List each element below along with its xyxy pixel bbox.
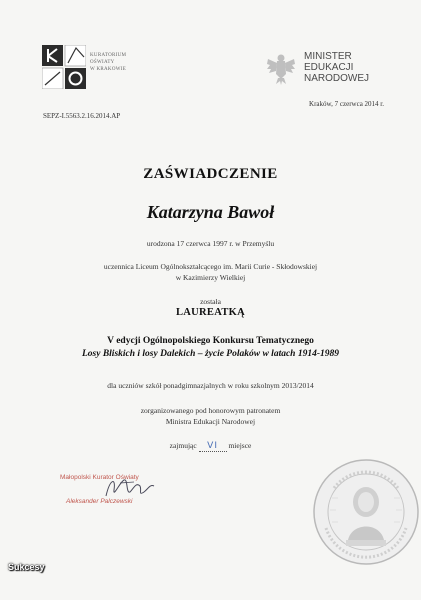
reference-number: SEPZ-I.5563.2.16.2014.AP	[43, 112, 121, 120]
patronage-line-1: zorganizowanego pod honorowym patronatem	[140, 406, 281, 415]
stamp-office: Małopolski Kurator Oświaty	[60, 474, 139, 481]
curie-seal	[312, 458, 420, 566]
contest-name: V edycji Ogólnopolskiego Konkursu Tematycznego	[107, 336, 314, 346]
kuratorium-logo-text: KURATORIUM OŚWIATY W KRAKOWIE	[90, 53, 127, 72]
audience-line: dla uczniów szkół ponadgimnazjalnych w roku szkolnym 2013/2014	[107, 381, 314, 390]
kuratorium-logo	[42, 45, 86, 89]
place-line	[0, 441, 421, 452]
place-label-before: zajmując	[169, 441, 197, 450]
birth-info: urodzona 17 czerwca 1997 r. w Przemyślu	[146, 239, 275, 248]
contest-theme: Losy Bliskich i losy Dalekich – życie Polaków w latach 1914-1989	[81, 349, 339, 359]
became-label: została	[200, 297, 221, 306]
school-line-1: uczennica Liceum Ogólnokształcącego im. Marii Curie - Skłodowskiej	[103, 262, 318, 271]
eagle-emblem-icon	[266, 52, 296, 86]
ministry-name: MINISTER EDUKACJI NARODOWEJ	[304, 51, 369, 84]
place-label-after: miejsce	[228, 441, 252, 450]
award-title: LAUREATKĄ	[175, 307, 245, 318]
place-date: Kraków, 7 czerwca 2014 r.	[309, 100, 384, 108]
patronage-line-2: Ministra Edukacji Narodowej	[165, 417, 256, 426]
stamp-person: Aleksander Palczewski	[66, 498, 133, 505]
recipient-name: Katarzyna Bawoł	[146, 202, 275, 222]
handwritten-signature	[100, 474, 160, 504]
place-value: VI	[199, 441, 227, 452]
document-title: ZAŚWIADCZENIE	[143, 166, 278, 182]
school-line-2: w Kazimierzy Wielkiej	[175, 273, 246, 282]
watermark-label: Sukcesy	[8, 562, 45, 572]
